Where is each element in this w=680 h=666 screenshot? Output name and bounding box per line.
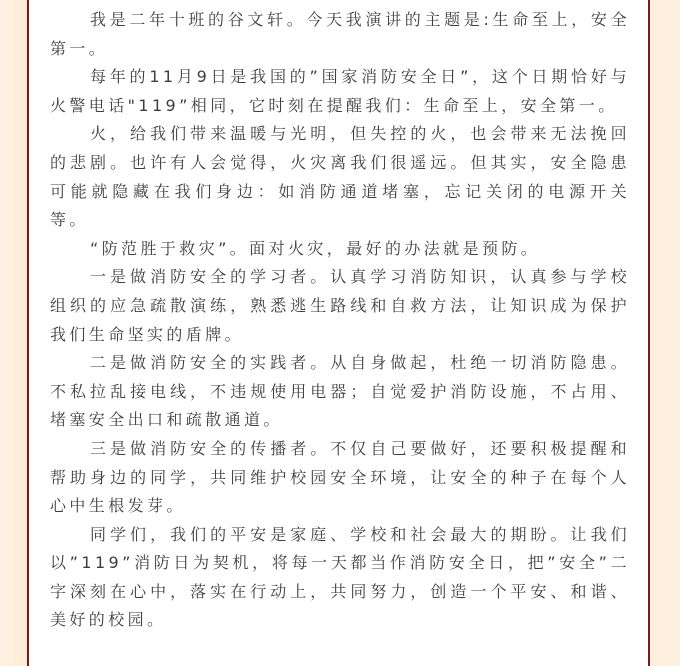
article-frame [27, 0, 650, 666]
paragraph-fire-safety-day: 每年的11月9日是我国的”国家消防安全日”，这个日期恰好与火警电话"119”相同，它时刻在提醒我们：生命至上，安全第一。 [50, 67, 630, 115]
paragraph-intro: 我是二年十班的谷文轩。今天我演讲的主题是:生命至上，安全第一。 [50, 10, 630, 58]
paragraph-conclusion: 同学们，我们的平安是家庭、学校和社会最大的期盼。让我们以”119”消防日为契机，将每一天都当作消防安全日，把”安全”二字深刻在心中，落实在行动上，共同努力，创造一个平安、和谐、美好的校园。 [50, 524, 630, 630]
paragraph-practitioner: 二是做消防安全的实践者。从自身做起，杜绝一切消防隐患。不私拉乱接电线，不违规使用电器；自觉爱护消防设施，不占用、堵塞安全出口和疏散通道。 [50, 353, 630, 430]
speech-body [50, 6, 630, 635]
right-decorative-margin [650, 0, 680, 666]
left-decorative-margin [0, 0, 27, 666]
paragraph-prevention: “防范胜于救灾”。面对火灾，最好的办法就是预防。 [90, 238, 541, 258]
paragraph-fire-dangers: 火，给我们带来温暖与光明，但失控的火，也会带来无法挽回的悲剧。也许有人会觉得，火灾离我们很遥远。但其实，安全隐患可能就隐藏在我们身边：如消防通道堵塞，忘记关闭的电源开关等。 [50, 124, 630, 230]
paragraph-communicator: 三是做消防安全的传播者。不仅自己要做好，还要积极提醒和帮助身边的同学，共同维护校园安全环境，让安全的种子在每个人心中生根发芽。 [50, 438, 630, 516]
paragraph-learner: 一是做消防安全的学习者。认真学习消防知识，认真参与学校组织的应急疏散演练，熟悉逃生路线和自救方法，让知识成为保护我们生命坚实的盾牌。 [50, 267, 630, 344]
